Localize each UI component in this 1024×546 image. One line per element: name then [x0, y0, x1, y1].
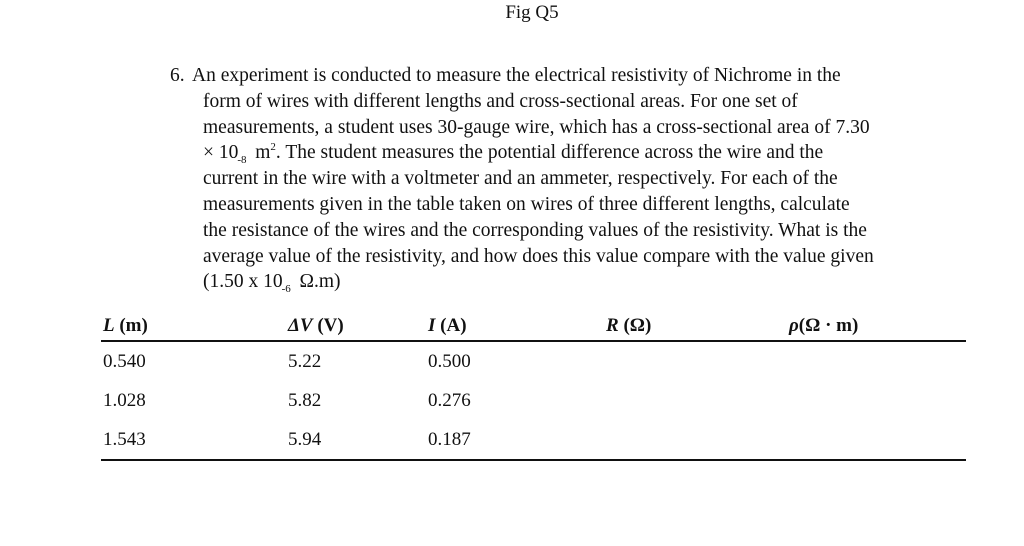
header-resistance: R (Ω): [606, 312, 789, 341]
cell-resistivity: [789, 381, 966, 420]
cell-voltage: 5.22: [288, 350, 322, 372]
cell-voltage: 5.94: [288, 420, 428, 460]
table-row: [101, 420, 966, 460]
cell-length: 1.543: [101, 420, 288, 460]
problem-text: measurements, a student uses 30-gauge wire, which has a cross-sectional area of 7.30: [203, 116, 870, 138]
cell-resistance: [606, 381, 789, 420]
problem-text: An experiment is conducted to measure the electrical resistivity of Nichrome in the: [192, 65, 841, 86]
problem-text: . The student measures the potential difference across the wire and the: [275, 142, 824, 164]
cell-resistivity: [789, 420, 966, 460]
unit-text: m: [250, 142, 271, 164]
problem-text: the resistance of the wires and the corresponding values of the resistivity. What is the: [203, 219, 867, 241]
cell-current: 0.276: [428, 389, 471, 411]
header-current: I (A): [428, 312, 606, 341]
cell-resistance: [606, 341, 789, 381]
problem-text: average value of the resistivity, and how does this value compare with the value given: [203, 245, 874, 267]
problem-line-5: [170, 166, 970, 192]
table-header-row: [101, 312, 966, 341]
problem-text: current in the wire with a voltmeter and an ammeter, respectively. For each of the: [203, 168, 838, 190]
cell-current: 0.187: [428, 420, 606, 460]
cell-length: 1.028: [103, 389, 146, 411]
problem-line-2: [170, 89, 970, 115]
measurement-table: [101, 312, 966, 461]
problem-line-1: [170, 63, 970, 89]
figure-caption: Fig Q5: [505, 2, 559, 23]
problem-line-6: [170, 192, 970, 218]
exponent-value: -6: [281, 283, 291, 296]
problem-text: measurements given in the table taken on wires of three different lengths, calculate: [203, 193, 850, 215]
header-resistivity: ρ(Ω · m): [789, 312, 966, 341]
problem-line-3: [170, 115, 970, 141]
header-voltage: ΔV (V): [288, 312, 428, 341]
problem-text: Ω.m): [294, 271, 341, 293]
exponent-value: -8: [237, 154, 247, 167]
cell-resistance: [606, 420, 789, 460]
cell-current: 0.500: [428, 350, 471, 372]
table-row: [101, 381, 966, 420]
problem-line-4: [170, 140, 970, 166]
cell-voltage: 5.82: [288, 389, 322, 411]
problem-statement: [170, 63, 970, 295]
problem-text: form of wires with different lengths and cross-sectional areas. For one set of: [203, 90, 798, 112]
problem-line-7: [170, 218, 970, 244]
header-length: L (m): [101, 312, 288, 341]
problem-line-9: [170, 269, 970, 295]
problem-number: 6.: [170, 65, 185, 86]
cell-length: 0.540: [103, 350, 146, 372]
cell-resistivity: [789, 341, 966, 381]
problem-line-8: [170, 244, 970, 270]
table-row: [101, 341, 966, 381]
problem-text: (1.50 x 10: [203, 271, 283, 293]
problem-text: × 10: [203, 142, 239, 164]
unit-exponent: 2: [270, 141, 276, 154]
